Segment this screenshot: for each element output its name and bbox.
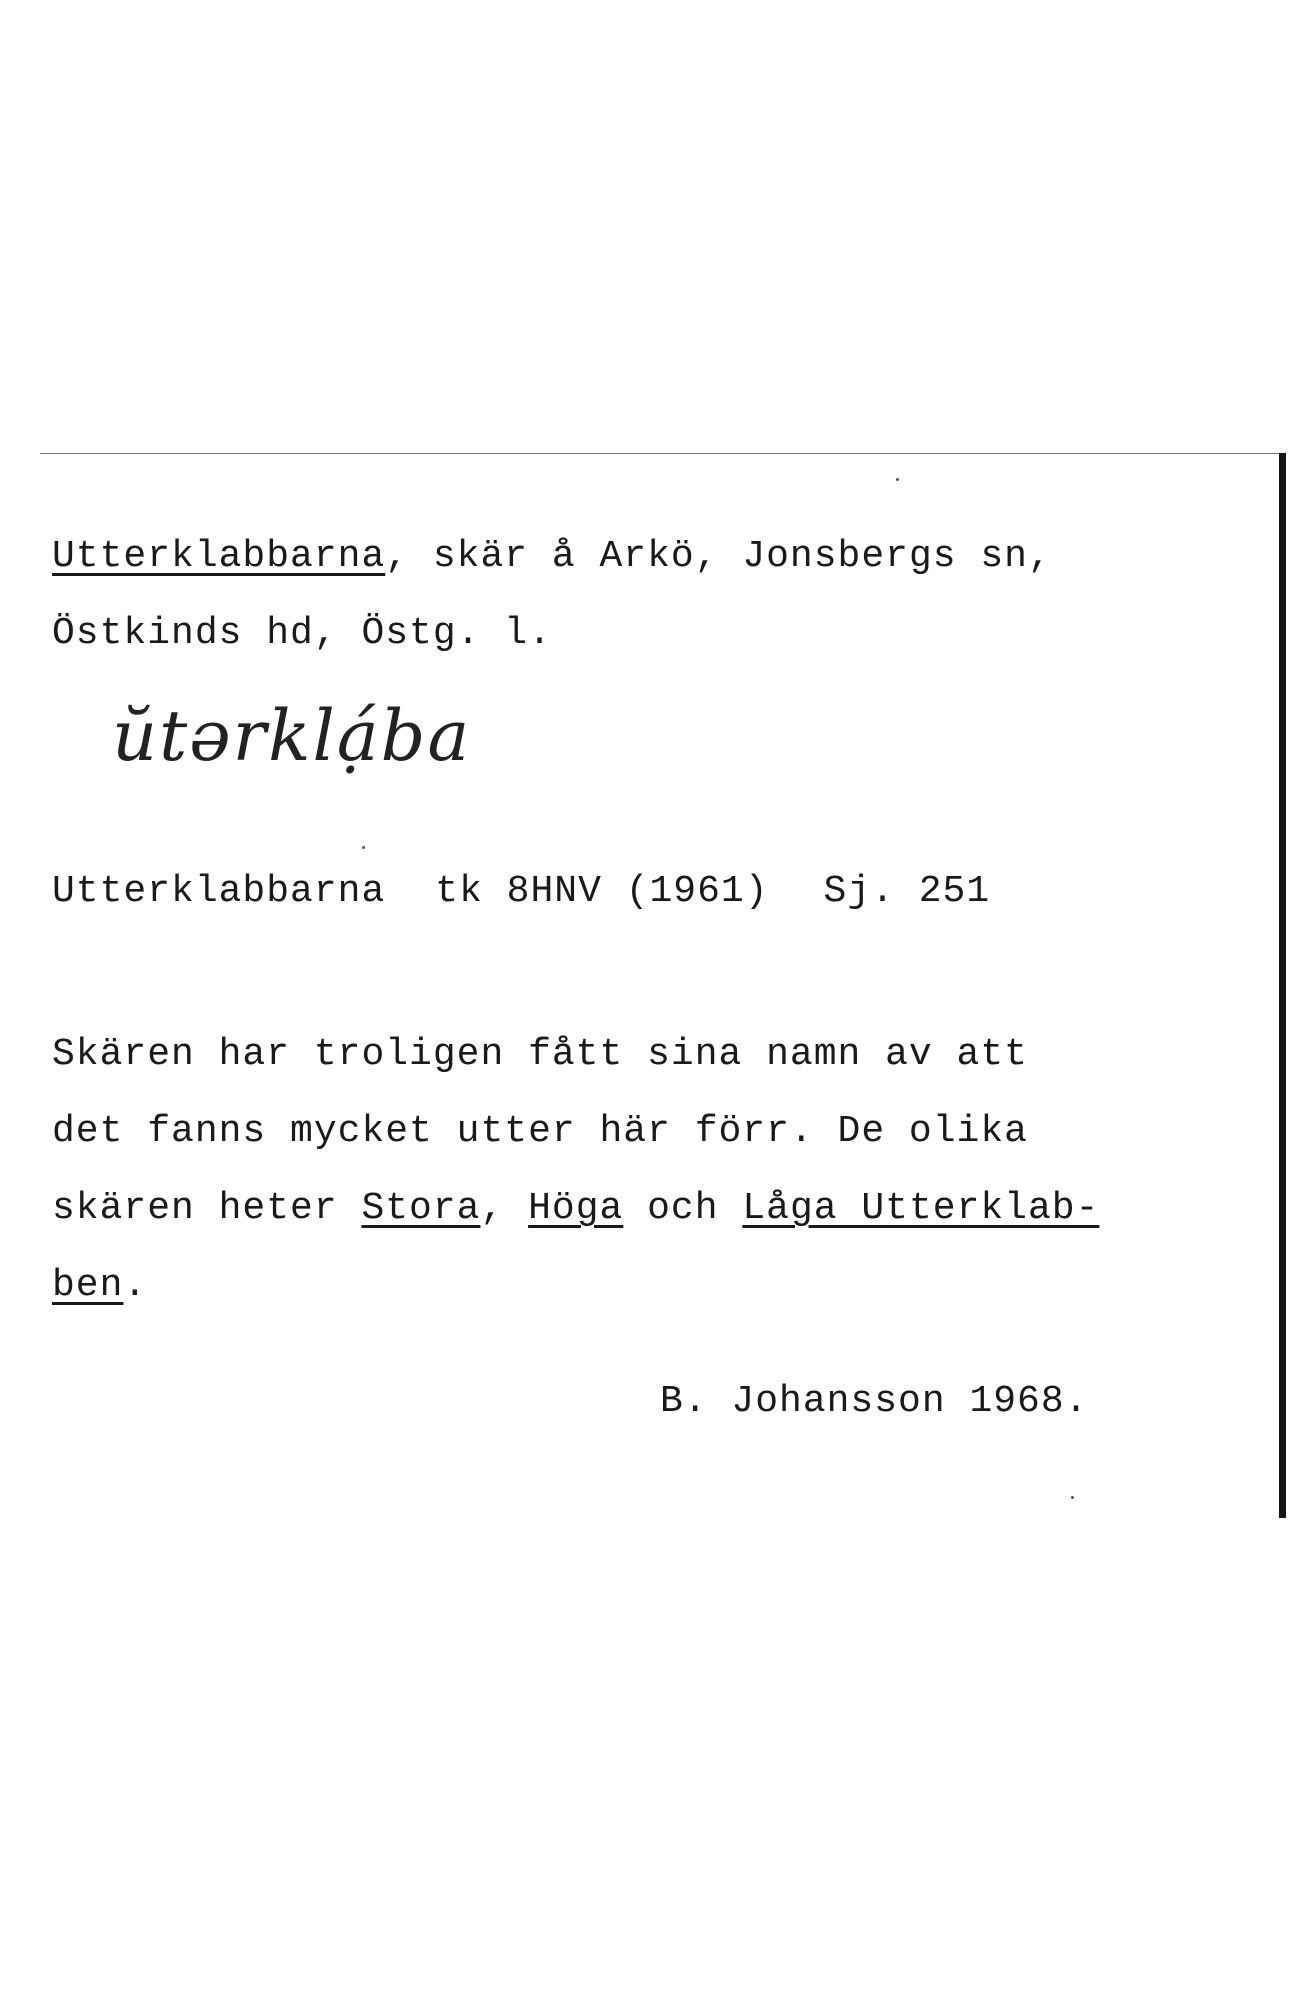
body-line-2: det fanns mycket utter här förr. De olika [52,1110,1028,1153]
conjunction: och [623,1187,743,1230]
heading-line-1 [52,535,1052,578]
placename-heading: Utterklabbarna [52,535,386,578]
name-stora: Stora [361,1187,481,1230]
card-right-edge [1279,453,1286,1518]
name-laga: Låga Utterklab- [742,1187,1100,1230]
reference-line [52,870,990,913]
heading-line-2: Östkinds hd, Östg. l. [52,612,552,655]
speck [896,478,899,481]
body-line-3-prefix: skären heter [52,1187,362,1230]
separator: , [480,1187,529,1230]
reference-source: Sj. 251 [823,870,991,913]
phonetic-transcription: ŭtərklạ́ba [112,695,472,777]
signature: B. Johansson 1968. [660,1380,1089,1423]
speck [1071,1496,1074,1499]
heading-description: , skär å Arkö, Jonsbergs sn, [385,535,1052,578]
reference-map: tk 8HNV (1961) [435,870,769,913]
body-line-4 [52,1264,147,1307]
speck [362,846,365,849]
card-top-edge [40,453,1280,454]
period: . [123,1264,148,1307]
body-line-3 [52,1187,1099,1230]
name-laga-end: ben [52,1264,124,1307]
body-line-1: Skären har troligen fått sina namn av att [52,1033,1028,1076]
name-hoga: Höga [528,1187,624,1230]
reference-name: Utterklabbarna [52,870,386,913]
